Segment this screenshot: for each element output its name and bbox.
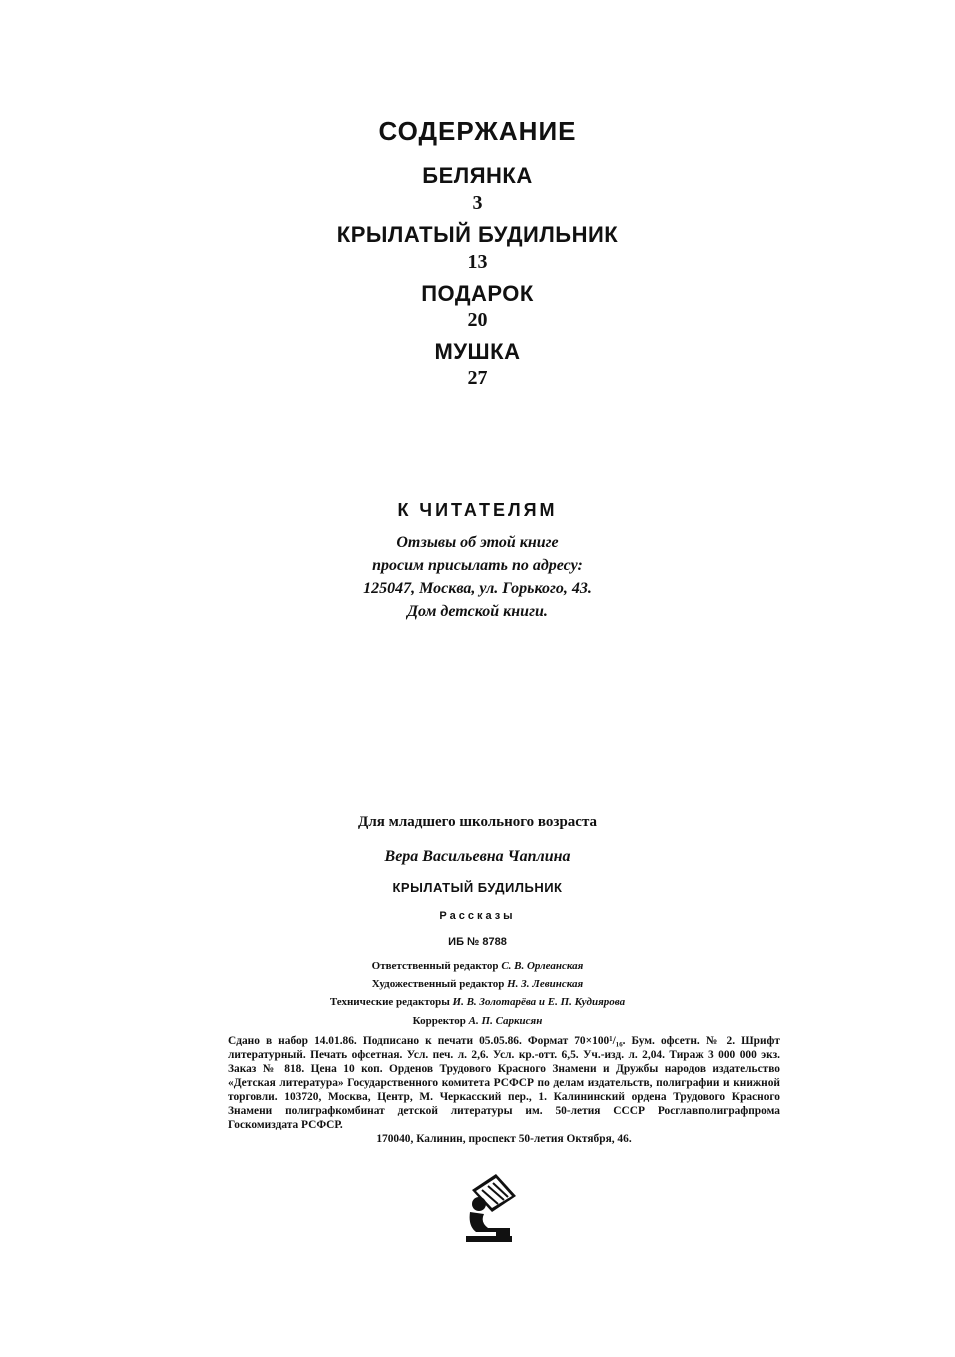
toc-entry-page: 27 bbox=[467, 367, 488, 389]
credit-line bbox=[0, 1015, 955, 1027]
credit-line bbox=[0, 996, 955, 1008]
credit-role: Технические редакторы bbox=[329, 996, 450, 1008]
toc-entry-title: ПОДАРОК bbox=[421, 281, 534, 306]
production-details bbox=[228, 1034, 780, 1146]
toc-entry-page: 13 bbox=[467, 251, 488, 273]
credit-line bbox=[0, 960, 955, 972]
contents-heading: СОДЕРЖАНИЕ bbox=[378, 116, 577, 146]
credit-role: Художественный редактор bbox=[371, 978, 505, 990]
book-title: КРЫЛАТЫЙ БУДИЛЬНИК bbox=[392, 880, 563, 895]
author-name: Вера Васильевна Чаплина bbox=[384, 848, 571, 865]
toc-entry-page: 3 bbox=[472, 192, 483, 214]
credit-name: И. В. Золотарёва и Е. П. Кудиярова bbox=[452, 996, 626, 1008]
toc-entry-title: КРЫЛАТЫЙ БУДИЛЬНИК bbox=[336, 222, 619, 247]
readers-line: Дом детской книги. bbox=[407, 603, 548, 620]
printer-address: 170040, Калинин, проспект 50-летия Октября, 46. bbox=[376, 1133, 632, 1145]
credit-role: Корректор bbox=[412, 1015, 466, 1027]
credit-name: А. П. Саркисян bbox=[468, 1015, 543, 1027]
toc-entry-title: МУШКА bbox=[434, 339, 521, 364]
publisher-emblem-icon bbox=[462, 1170, 522, 1244]
toc-entry-page: 20 bbox=[467, 309, 488, 331]
ib-number: ИБ № 8788 bbox=[448, 936, 507, 948]
credit-name: С. В. Орлеанская bbox=[501, 960, 584, 972]
readers-line: просим присылать по адресу: bbox=[372, 557, 583, 574]
readers-line: Отзывы об этой книге bbox=[396, 534, 559, 551]
production-text: Сдано в набор 14.01.86. Подписано к печати 05.05.86. Формат 70×100¹/₁₆. Бум. офсетн. № 2. Шрифт литературный. Печать офсетная. Усл. печ. л. 2,6. Усл. кр.-отт. 6,5. Уч.-изд. л. 2,04. Тираж 3 000 000 экз. Заказ № 818. Цена 10 коп. Орденов Трудового Красного Знамени и Дружбы народов издательство «Детская литература» Государственного комитета РСФСР по делам издательств, полиграфии и книжной торговли. 103720, Москва, Центр, М. Черкасский пер., 1. Калининский ордена Трудового Красного Знамени полиграфкомбинат детской литературы им. 50-летия СССР Росглавполиграфпрома Госкомиздата РСФСР. bbox=[228, 1035, 780, 1131]
readers-address: 125047, Москва, ул. Горького, 43. bbox=[363, 580, 592, 597]
credit-role: Ответственный редактор bbox=[371, 960, 499, 972]
toc-entry-title: БЕЛЯНКА bbox=[422, 163, 533, 188]
age-group: Для младшего школьного возраста bbox=[358, 814, 597, 830]
credit-name: Н. З. Левинская bbox=[507, 978, 584, 990]
readers-heading: К ЧИТАТЕЛЯМ bbox=[397, 500, 558, 520]
credit-line bbox=[0, 978, 955, 990]
genre: Рассказы bbox=[439, 910, 516, 922]
